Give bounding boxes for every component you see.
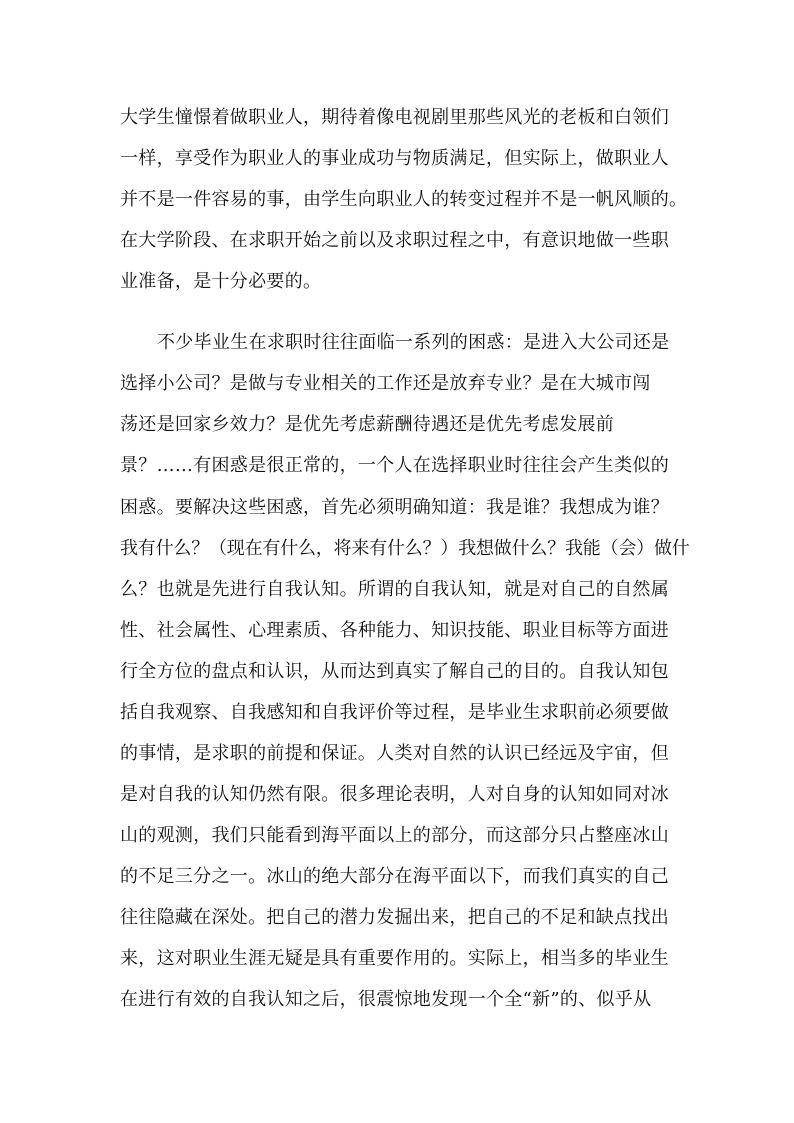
paragraph-2-line-14: 的不足三分之一。冰山的绝大部分在海平面以下，而我们真实的自己	[120, 866, 669, 887]
paragraph-1-line-4: 在大学阶段、在求职开始之前以及求职过程之中，有意识地做一些职	[120, 230, 669, 251]
paragraph-2-line-2: 选择小公司？是做与专业相关的工作还是放弃专业？是在大城市闯	[120, 373, 651, 394]
paragraph-2-line-8: 性、社会属性、心理素质、各种能力、知识技能、职业目标等方面进	[120, 620, 669, 641]
paragraph-1-line-2: 一样，享受作为职业人的事业成功与物质满足，但实际上，做职业人	[120, 148, 669, 169]
paragraph-2-line-15: 往往隐藏在深处。把自己的潜力发掘出来，把自己的不足和缺点找出	[120, 907, 669, 928]
paragraph-2-line-11: 的事情，是求职的前提和保证。人类对自然的认识已经远及宇宙，但	[120, 743, 669, 764]
paragraph-2-line-16: 来，这对职业生涯无疑是具有重要作用的。实际上，相当多的毕业生	[120, 948, 669, 969]
paragraph-2-line-9: 行全方位的盘点和认识，从而达到真实了解自己的目的。自我认知包	[120, 661, 669, 682]
paragraph-2-line-6: 我有什么？（现在有什么，将来有什么？）我想做什么？我能（会）做什	[120, 538, 690, 559]
paragraph-2-line-3: 荡还是回家乡效力？是优先考虑薪酬待遇还是优先考虑发展前	[120, 414, 615, 435]
paragraph-2-line-4: 景？……有困惑是很正常的，一个人在选择职业时往往会产生类似的	[120, 455, 669, 476]
paragraph-2-line-17: 在进行有效的自我认知之后，很震惊地发现一个全“新”的、似乎从	[120, 989, 652, 1010]
paragraph-2-line-10: 括自我观察、自我感知和自我评价等过程，是毕业生求职前必须要做	[120, 702, 669, 723]
paragraph-2-line-5: 困惑。要解决这些困惑，首先必须明确知道：我是谁？我想成为谁？	[120, 497, 669, 518]
paragraph-2-line-1: 不少毕业生在求职时往往面临一系列的困惑：是进入大公司还是	[157, 332, 670, 353]
paragraph-2-line-12: 是对自我的认知仍然有限。很多理论表明，人对自身的认知如同对冰	[120, 784, 669, 805]
paragraph-2-line-13: 山的观测，我们只能看到海平面以上的部分，而这部分只占整座冰山	[120, 825, 669, 846]
paragraph-1-line-1: 大学生憧憬着做职业人，期待着像电视剧里那些风光的老板和白领们	[120, 107, 669, 128]
paragraph-2-line-7: 么？也就是先进行自我认知。所谓的自我认知，就是对自己的自然属	[120, 579, 669, 600]
paragraph-1-line-3: 并不是一件容易的事，由学生向职业人的转变过程并不是一帆风顺的。	[120, 189, 688, 210]
paragraph-1-line-5: 业准备，是十分必要的。	[120, 271, 322, 292]
